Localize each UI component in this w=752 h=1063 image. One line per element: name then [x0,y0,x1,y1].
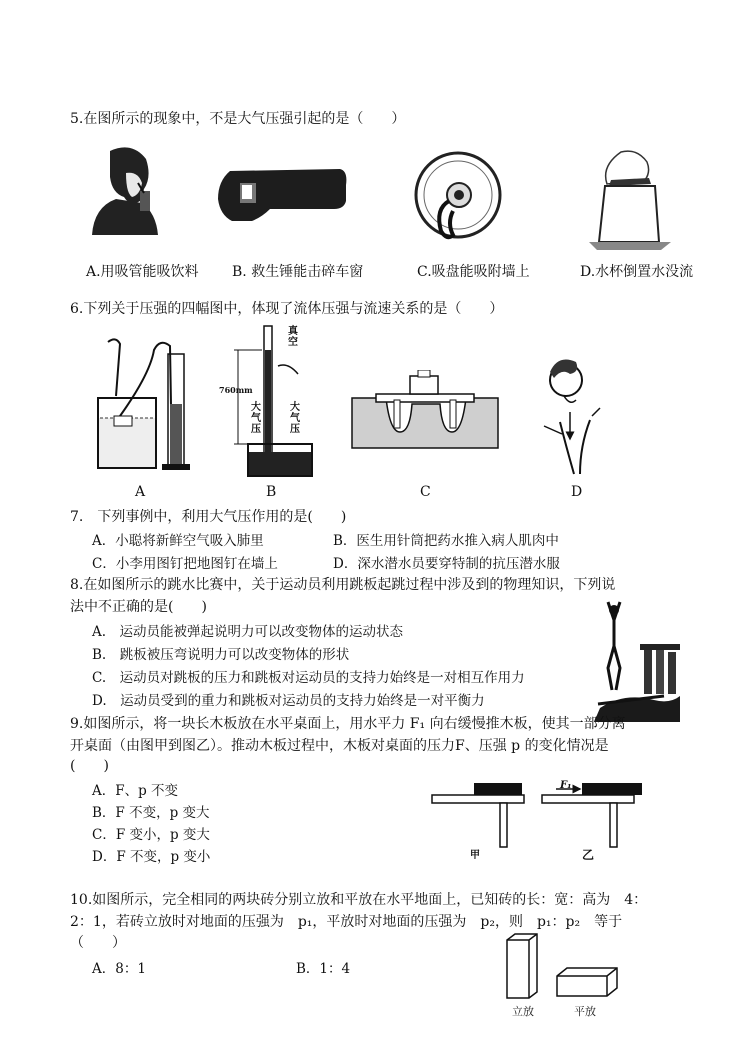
q8-stem-line2: 法中不正确的是( ) [70,599,207,615]
q9-stem-line1: 9.如图所示，将一块长木板放在水平桌面上，用水平力 F₁ 向右缓慢推木板，使其一部分离 [70,716,626,732]
figure-table-on-sponge [350,370,500,450]
q10-stem-line2: 2：1，若砖立放时对地面的压强为 p₁，平放时对地面的压强为 p₂，则 p₁：p₂ 等于 [70,914,623,930]
q7-option-b: B．医生用针筒把药水推入病人肌肉中 [333,533,559,549]
q9-option-b: B．F 不变，p 变大 [92,805,210,821]
q9-fig-label-yi: 乙 [582,848,595,862]
q6-letter-a: A [135,484,146,500]
q9-stem-line3: ( ) [70,758,109,774]
figure-diving-board [594,596,680,722]
torricelli-atm-label-left: 大气压 [251,402,261,435]
q9-option-a: A．F、p 不变 [92,783,179,799]
q8-option-d: D. 运动员受到的重力和跳板对运动员的支持力始终是一对平衡力 [92,693,485,709]
q10-stem-line1: 10.如图所示，完全相同的两块砖分别立放和平放在水平地面上，已知砖的长：宽：高为 4： [70,892,648,908]
q8-option-a: A. 运动员能被弹起说明力可以改变物体的运动状态 [92,624,404,640]
q8-option-c: C. 运动员对跳板的压力和跳板对运动员的支持力始终是一对相互作用力 [92,670,525,686]
q5-caption-d: D.水杯倒置水没流 [580,264,694,280]
figure-bricks [505,932,625,1002]
q10-fig-label-flat: 平放 [574,1005,596,1018]
q5-caption-a: A.用吸管能吸饮料 [86,264,199,280]
figure-inverted-cup [585,150,675,250]
q5-caption-c: C.吸盘能吸附墙上 [417,264,530,280]
q5-caption-b: B. 救生锤能击碎车窗 [232,264,364,280]
q10-option-b: B．1：4 [296,961,351,977]
q8-stem-line1: 8.在如图所示的跳水比赛中，关于运动员利用跳板起跳过程中涉及到的物理知识，下列说 [70,577,616,593]
q6-stem: 6.下列关于压强的四幅图中，体现了流体压强与流速关系的是（ ） [70,301,504,317]
q9-fig-label-jia: 甲 [470,850,480,861]
q10-option-a: A．8：1 [92,961,146,977]
q5-stem: 5.在图所示的现象中，不是大气压强引起的是（ ） [70,111,406,127]
figure-suction-cup [413,151,503,241]
q6-letter-d: D [571,484,583,500]
q7-option-a: A．小聪将新鲜空气吸入肺里 [92,533,264,549]
q9-stem-line2: 开桌面（由图甲到图乙）。推动木板过程中，木板对桌面的压力F、压强 p 的变化情况是 [70,738,609,754]
torricelli-atm-label-right: 大气压 [290,402,300,435]
q7-option-d: D．深水潜水员要穿特制的抗压潜水服 [333,556,560,572]
q10-fig-label-upright: 立放 [512,1005,534,1018]
q8-option-b: B. 跳板被压弯说明力可以改变物体的形状 [92,647,350,663]
q6-letter-c: C [420,484,431,500]
q9-force-label: F₁ [560,780,572,791]
figure-board-on-table-jia [430,783,530,848]
figure-board-on-table-yi [540,783,645,848]
torricelli-vacuum-label: 真空 [288,326,298,348]
figure-blowing-papers [540,350,610,480]
q6-letter-b: B [266,484,277,500]
q7-stem: 7. 下列事例中，利用大气压作用的是( ) [70,509,347,525]
torricelli-height-label: 760mm [219,385,253,395]
figure-torricelli-experiment [222,322,322,482]
figure-safety-hammer [210,163,350,223]
q7-option-c: C．小李用图钉把地图钉在墙上 [92,556,278,572]
figure-manometer-blowing [90,334,200,474]
q9-option-d: D．F 不变，p 变小 [92,849,211,865]
q10-stem-line3: （ ） [70,935,126,951]
q9-option-c: C．F 变小，p 变大 [92,827,210,843]
figure-drinking-straw [82,143,172,235]
